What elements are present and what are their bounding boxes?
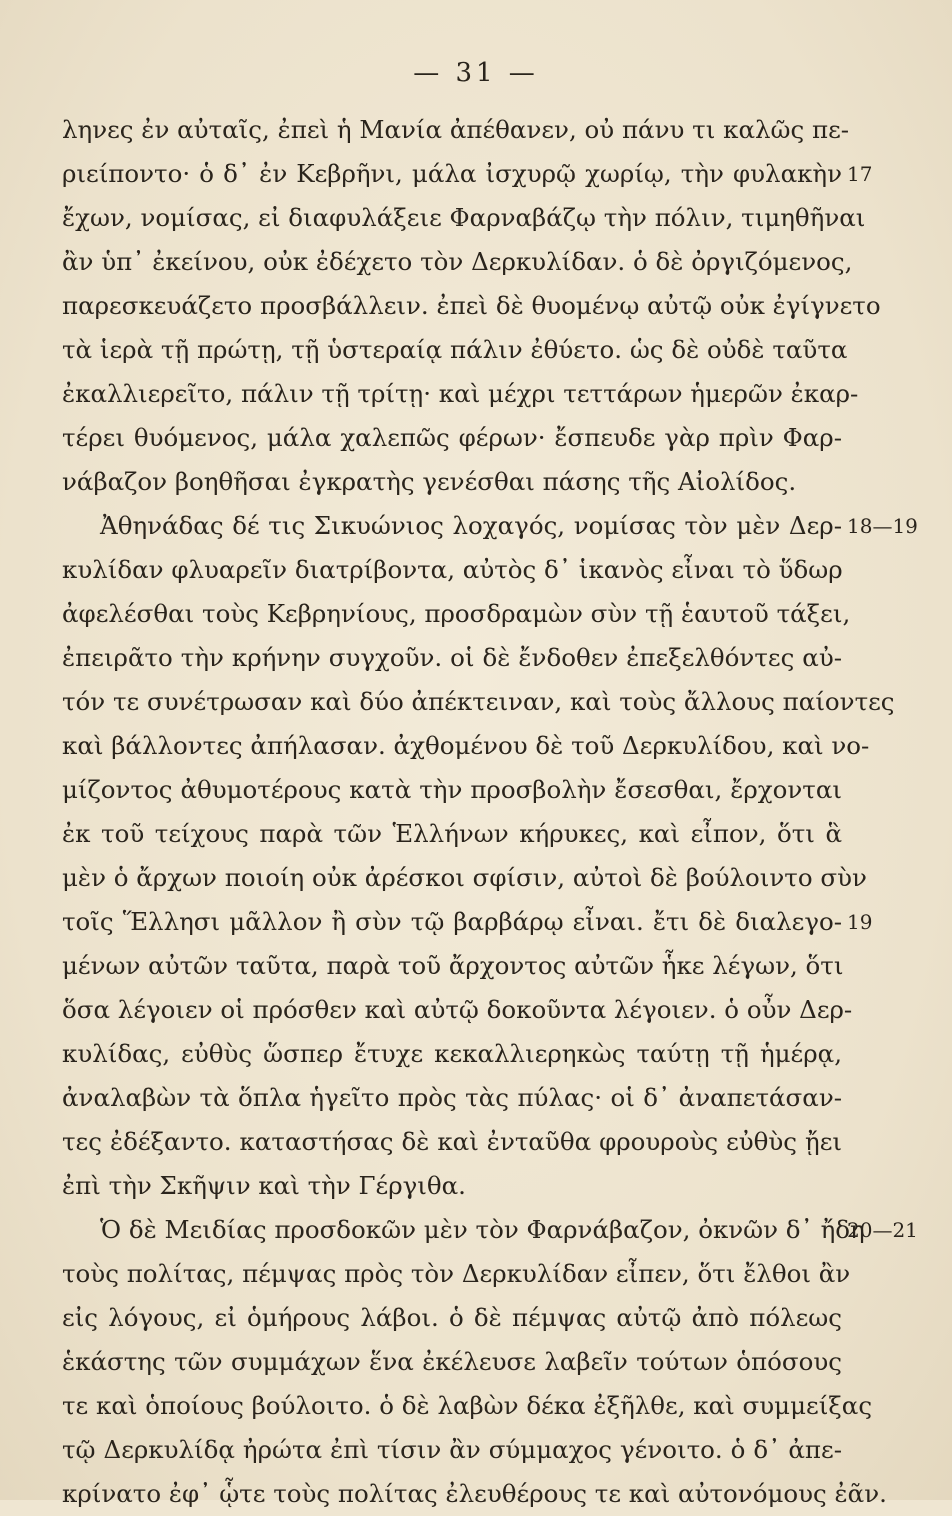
- line-text: καὶ βάλλοντες ἀπήλασαν. ἀχθομένου δὲ τοῦ Δερκυλίδου, καὶ νο-: [62, 731, 870, 760]
- text-line: [62, 1472, 887, 1516]
- text-line: [62, 1164, 842, 1208]
- text-line: [62, 680, 895, 724]
- line-text: τὰ ἱερὰ τῇ πρώτῃ, τῇ ὑστεραίᾳ πάλιν ἐθύετο. ὡς δὲ οὐδὲ ταῦτα: [62, 335, 848, 364]
- text-line: [62, 372, 859, 416]
- text-line: [62, 592, 851, 636]
- line-text: ριείποντο· ὁ δ᾽ ἐν Κεβρῆνι, μάλα ἰσχυρῷ χωρίῳ, τὴν φυλακὴν: [62, 159, 842, 188]
- text-line: [62, 1252, 851, 1296]
- text-line: [62, 1120, 842, 1164]
- line-text: Ἀθηνάδας δέ τις Σικυώνιος λοχαγός, νομίσας τὸν μὲν Δερ-: [100, 511, 842, 540]
- text-line: [62, 1428, 842, 1472]
- text-body: [62, 108, 918, 1516]
- line-text: τοῖς Ἕλλησι μᾶλλον ἢ σὺν τῷ βαρβάρῳ εἶναι. ἔτι δὲ διαλεγο-: [62, 907, 842, 936]
- line-text: μίζοντος ἀθυμοτέρους κατὰ τὴν προσβολὴν ἔσεσθαι, ἔρχονται: [62, 775, 842, 804]
- line-text: τόν τε συνέτρωσαν καὶ δύο ἀπέκτειναν, καὶ τοὺς ἄλλους παίοντες: [62, 687, 895, 716]
- text-line: [62, 900, 873, 944]
- text-line: [62, 196, 866, 240]
- text-line: [62, 108, 850, 152]
- line-text: εἰς λόγους, εἰ ὁμήρους λάβοι. ὁ δὲ πέμψας αὐτῷ ἀπὸ πόλεως: [62, 1303, 842, 1332]
- text-line: [62, 1384, 873, 1428]
- text-line: [62, 284, 881, 328]
- line-text: ἑκάστης τῶν συμμάχων ἕνα ἐκέλευσε λαβεῖν τούτων ὁπόσους: [62, 1347, 842, 1376]
- text-line: [62, 240, 853, 284]
- page-number: — 31 —: [413, 58, 539, 88]
- margin-section-number: 19: [847, 910, 873, 934]
- line-text: τῷ Δερκυλίδᾳ ἠρώτα ἐπὶ τίσιν ἂν σύμμαχος γένοιτο. ὁ δ᾽ ἀπε-: [62, 1435, 842, 1464]
- text-line: [62, 416, 842, 460]
- line-text: κυλίδας, εὐθὺς ὥσπερ ἔτυχε κεκαλλιερηκὼς ταύτῃ τῇ ἡμέρᾳ,: [62, 1039, 842, 1068]
- text-line: [62, 460, 842, 504]
- line-text: ἐκαλλιερεῖτο, πάλιν τῇ τρίτῃ· καὶ μέχρι τεττάρων ἡμερῶν ἐκαρ-: [62, 379, 859, 408]
- text-line: [62, 1296, 842, 1340]
- line-text: ἀφελέσθαι τοὺς Κεβρηνίους, προσδραμὼν σὺν τῇ ἑαυτοῦ τάξει,: [62, 599, 851, 628]
- text-line: [62, 768, 842, 812]
- text-line: [62, 548, 842, 592]
- line-text: ἐπειρᾶτο τὴν κρήνην συγχοῦν. οἱ δὲ ἔνδοθεν ἐπεξελθόντες αὐ-: [62, 643, 842, 672]
- line-text: τέρει θυόμενος, μάλα χαλεπῶς φέρων· ἔσπευδε γὰρ πρὶν Φαρ-: [62, 423, 842, 452]
- line-text: ἐπὶ τὴν Σκῆψιν καὶ τὴν Γέργιθα.: [62, 1171, 466, 1200]
- line-text: ληνες ἐν αὐταῖς, ἐπεὶ ἡ Μανία ἀπέθανεν, οὐ πάνυ τι καλῶς πε-: [62, 115, 850, 144]
- text-line: [62, 944, 842, 988]
- margin-section-number: 20—21: [847, 1218, 918, 1242]
- line-text: τε καὶ ὁποίους βούλοιτο. ὁ δὲ λαβὼν δέκα ἐξῆλθε, καὶ συμμείξας: [62, 1391, 873, 1420]
- text-line: [62, 1076, 842, 1120]
- line-text: ἔχων, νομίσας, εἰ διαφυλάξειε Φαρναβάζῳ τὴν πόλιν, τιμηθῆναι: [62, 203, 866, 232]
- margin-section-number: 17: [847, 162, 873, 186]
- margin-section-number: 18—19: [847, 514, 918, 538]
- text-line: [62, 1032, 842, 1076]
- line-text: παρεσκευάζετο προσβάλλειν. ἐπεὶ δὲ θυομένῳ αὐτῷ οὐκ ἐγίγνετο: [62, 291, 881, 320]
- line-text: κυλίδαν φλυαρεῖν διατρίβοντα, αὐτὸς δ᾽ ἱκανὸς εἶναι τὸ ὕδωρ: [62, 555, 843, 584]
- line-text: ἂν ὑπ᾽ ἐκείνου, οὐκ ἐδέχετο τὸν Δερκυλίδαν. ὁ δὲ ὀργιζόμενος,: [62, 247, 853, 276]
- text-line: [62, 988, 853, 1032]
- line-text: ἐκ τοῦ τείχους παρὰ τῶν Ἑλλήνων κήρυκες, καὶ εἶπον, ὅτι ἃ: [62, 819, 842, 848]
- text-line: [62, 152, 873, 196]
- line-text: Ὁ δὲ Μειδίας προσδοκῶν μὲν τὸν Φαρνάβαζον, ὀκνῶν δ᾽ ἤδη: [100, 1215, 865, 1244]
- text-line: [62, 856, 867, 900]
- text-line: [62, 328, 848, 372]
- text-line: [62, 812, 842, 856]
- line-text: ἀναλαβὼν τὰ ὅπλα ἡγεῖτο πρὸς τὰς πύλας· οἱ δ᾽ ἀναπετάσαν-: [62, 1083, 842, 1112]
- line-text: νάβαζον βοηθῆσαι ἐγκρατὴς γενέσθαι πάσης τῆς Αἰολίδος.: [62, 467, 797, 496]
- text-line: [62, 724, 870, 768]
- text-line: [62, 1208, 918, 1252]
- text-line: [62, 636, 842, 680]
- line-text: τοὺς πολίτας, πέμψας πρὸς τὸν Δερκυλίδαν εἶπεν, ὅτι ἔλθοι ἂν: [62, 1259, 851, 1288]
- text-line: [62, 504, 918, 548]
- line-text: μὲν ὁ ἄρχων ποιοίη οὐκ ἀρέσκοι σφίσιν, αὐτοὶ δὲ βούλοιντο σὺν: [62, 863, 867, 892]
- text-line: [62, 1340, 842, 1384]
- line-text: ὅσα λέγοιεν οἱ πρόσθεν καὶ αὐτῷ δοκοῦντα λέγοιεν. ὁ οὖν Δερ-: [62, 995, 853, 1024]
- line-text: κρίνατο ἐφ᾽ ᾧτε τοὺς πολίτας ἐλευθέρους τε καὶ αὐτονόμους ἐᾶν.: [62, 1479, 887, 1508]
- line-text: τες ἐδέξαντο. καταστήσας δὲ καὶ ἐνταῦθα φρουροὺς εὐθὺς ᾔει: [62, 1127, 842, 1156]
- line-text: μένων αὐτῶν ταῦτα, παρὰ τοῦ ἄρχοντος αὐτῶν ἧκε λέγων, ὅτι: [62, 951, 844, 980]
